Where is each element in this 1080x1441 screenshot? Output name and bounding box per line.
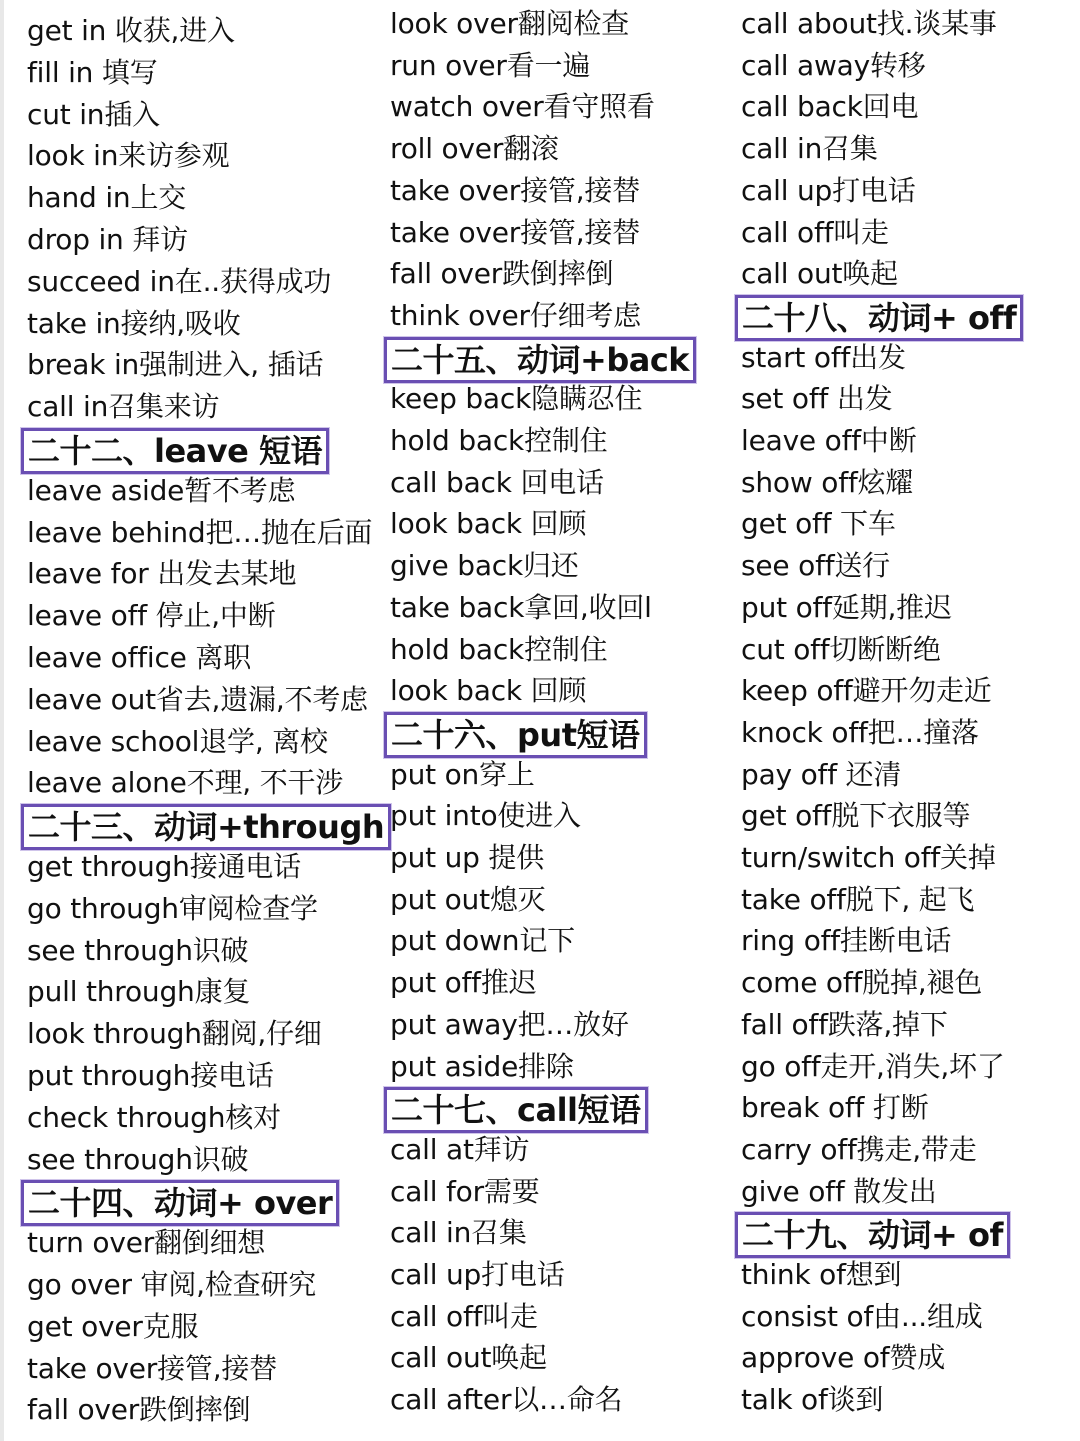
phrase-item: consist of由...组成 — [741, 1299, 983, 1333]
phrase-item: put on穿上 — [390, 757, 535, 791]
phrase-item: go off走开,消失,坏了 — [741, 1049, 1005, 1083]
phrase-item: take over接管,接替 — [27, 1351, 278, 1385]
phrase-item: put down记下 — [390, 924, 575, 958]
phrase-item: call back 回电话 — [390, 465, 604, 499]
phrase-item: keep off避开勿走近 — [741, 674, 992, 708]
phrase-item: look through翻阅,仔细 — [27, 1017, 322, 1051]
phrase-item: ring off挂断电话 — [741, 924, 952, 958]
phrase-item: call out唤起 — [390, 1341, 547, 1375]
phrase-item: leave office 离职 — [27, 641, 252, 674]
page-edge — [0, 0, 4, 1441]
phrase-item: talk of谈到 — [741, 1383, 884, 1417]
section-header: 二十六、put短语 — [384, 712, 647, 758]
phrase-item: get off脱下衣服等 — [741, 799, 971, 833]
phrase-item: see through识破 — [27, 1142, 249, 1176]
phrase-item: turn/switch off关掉 — [741, 841, 996, 874]
section-header: 二十三、动词+through — [21, 804, 391, 850]
phrase-item: leave off中断 — [741, 424, 917, 457]
phrase-item: put up 提供 — [390, 841, 545, 874]
phrase-item: run over看一遍 — [390, 48, 591, 82]
phrase-item: roll over翻滚 — [390, 132, 559, 166]
phrase-item: think over仔细考虑 — [390, 298, 642, 332]
phrase-item: call about找.谈某事 — [741, 7, 997, 40]
phrase-item: approve of赞成 — [741, 1341, 946, 1375]
phrase-item: give off 散发出 — [741, 1174, 937, 1208]
phrase-item: put off延期,推迟 — [741, 590, 952, 624]
section-header: 二十八、动词+ off — [735, 295, 1023, 341]
phrase-item: take over接管,接替 — [390, 173, 641, 207]
phrase-item: take off脱下, 起飞 — [741, 882, 975, 916]
phrase-item: get in 收获,进入 — [27, 14, 235, 47]
phrase-item: take over接管,接替 — [390, 215, 641, 249]
section-header: 二十九、动词+ of — [735, 1212, 1010, 1258]
phrase-item: get through接通电话 — [27, 850, 301, 883]
phrase-item: see through识破 — [27, 933, 249, 967]
phrase-item: get off 下车 — [741, 507, 896, 541]
phrase-item: call back回电 — [741, 90, 919, 124]
phrase-item: look in来访参观 — [27, 139, 230, 173]
phrase-item: see off送行 — [741, 549, 890, 583]
phrase-item: call at拜访 — [390, 1132, 530, 1166]
phrase-item: call for需要 — [390, 1174, 540, 1208]
phrase-item: fall off跌落,掉下 — [741, 1007, 948, 1041]
phrase-item: put into使进入 — [390, 799, 581, 833]
phrase-item: leave alone不理, 不干涉 — [27, 766, 344, 800]
phrase-item: pull through康复 — [27, 975, 251, 1009]
phrase-item: break in强制进入, 插话 — [27, 348, 324, 382]
phrase-item: hand in上交 — [27, 181, 187, 215]
phrase-item: succeed in在..获得成功 — [27, 264, 332, 298]
phrase-item: cut off切断断绝 — [741, 632, 941, 666]
phrase-item: call in召集来访 — [27, 390, 220, 424]
section-header: 二十五、动词+back — [384, 337, 696, 383]
phrase-item: call off叫走 — [741, 215, 889, 249]
phrase-item: go over 审阅,检查研究 — [27, 1268, 317, 1301]
phrase-item: keep back隐瞒忍住 — [390, 382, 643, 416]
section-header: 二十二、leave 短语 — [21, 428, 329, 474]
phrase-item: check through核对 — [27, 1100, 281, 1134]
phrase-item: go through审阅检查学 — [27, 891, 318, 925]
phrase-item: take back拿回,收回l — [390, 590, 652, 624]
phrase-item: look back 回顾 — [390, 674, 587, 708]
phrase-item: break off 打断 — [741, 1091, 929, 1125]
phrase-item: cut in插入 — [27, 97, 160, 131]
phrase-item: call off叫走 — [390, 1299, 538, 1333]
phrase-item: pay off 还清 — [741, 757, 902, 791]
phrase-item: leave behind把…抛在后面 — [27, 515, 373, 549]
phrase-item: leave off 停止,中断 — [27, 599, 276, 633]
phrase-item: hold back控制住 — [390, 632, 608, 666]
phrase-item: leave school退学, 离校 — [27, 724, 328, 758]
phrase-item: get over克服 — [27, 1309, 199, 1343]
phrase-item: call out唤起 — [741, 257, 898, 291]
phrase-item: leave for 出发去某地 — [27, 557, 297, 591]
phrase-item: watch over看守照看 — [390, 90, 655, 124]
phrase-item: set off 出发 — [741, 382, 893, 416]
phrase-item: put aside排除 — [390, 1049, 574, 1083]
phrase-item: hold back控制住 — [390, 424, 608, 457]
section-header: 二十四、动词+ over — [21, 1180, 339, 1226]
phrase-item: leave aside暂不考虑 — [27, 473, 296, 507]
phrase-item: turn over翻倒细想 — [27, 1226, 266, 1260]
phrase-item: look over翻阅检查 — [390, 7, 629, 40]
phrase-item: call in召集 — [741, 132, 878, 166]
phrase-item: fall over跌倒摔倒 — [390, 257, 614, 291]
phrase-item: show off炫耀 — [741, 465, 914, 499]
phrase-item: put out熄灭 — [390, 882, 546, 916]
phrase-item: come off脱掉,褪色 — [741, 966, 983, 1000]
phrase-item: take in接纳,吸收 — [27, 306, 241, 340]
phrase-item: put off推迟 — [390, 966, 537, 1000]
phrase-item: carry off携走,带走 — [741, 1132, 977, 1166]
phrase-item: look back 回顾 — [390, 507, 587, 541]
phrase-item: put through接电话 — [27, 1059, 274, 1092]
phrase-item: give back归还 — [390, 549, 579, 583]
phrase-item: call up打电话 — [741, 173, 916, 207]
phrase-item: call up打电话 — [390, 1258, 565, 1291]
phrase-item: knock off把…撞落 — [741, 715, 979, 749]
phrase-item: fill in 填写 — [27, 55, 158, 89]
section-header: 二十七、call短语 — [384, 1087, 648, 1133]
phrase-item: call away转移 — [741, 48, 926, 82]
phrase-item: call after以…命名 — [390, 1383, 623, 1417]
phrase-item: drop in 拜访 — [27, 223, 188, 256]
phrase-item: fall over跌倒摔倒 — [27, 1393, 251, 1427]
phrase-item: leave out省去,遗漏,不考虑 — [27, 682, 368, 716]
phrase-item: call in召集 — [390, 1216, 527, 1250]
phrase-item: start off出发 — [741, 340, 906, 374]
phrase-item: think of想到 — [741, 1258, 902, 1291]
phrase-item: put away把…放好 — [390, 1007, 629, 1041]
